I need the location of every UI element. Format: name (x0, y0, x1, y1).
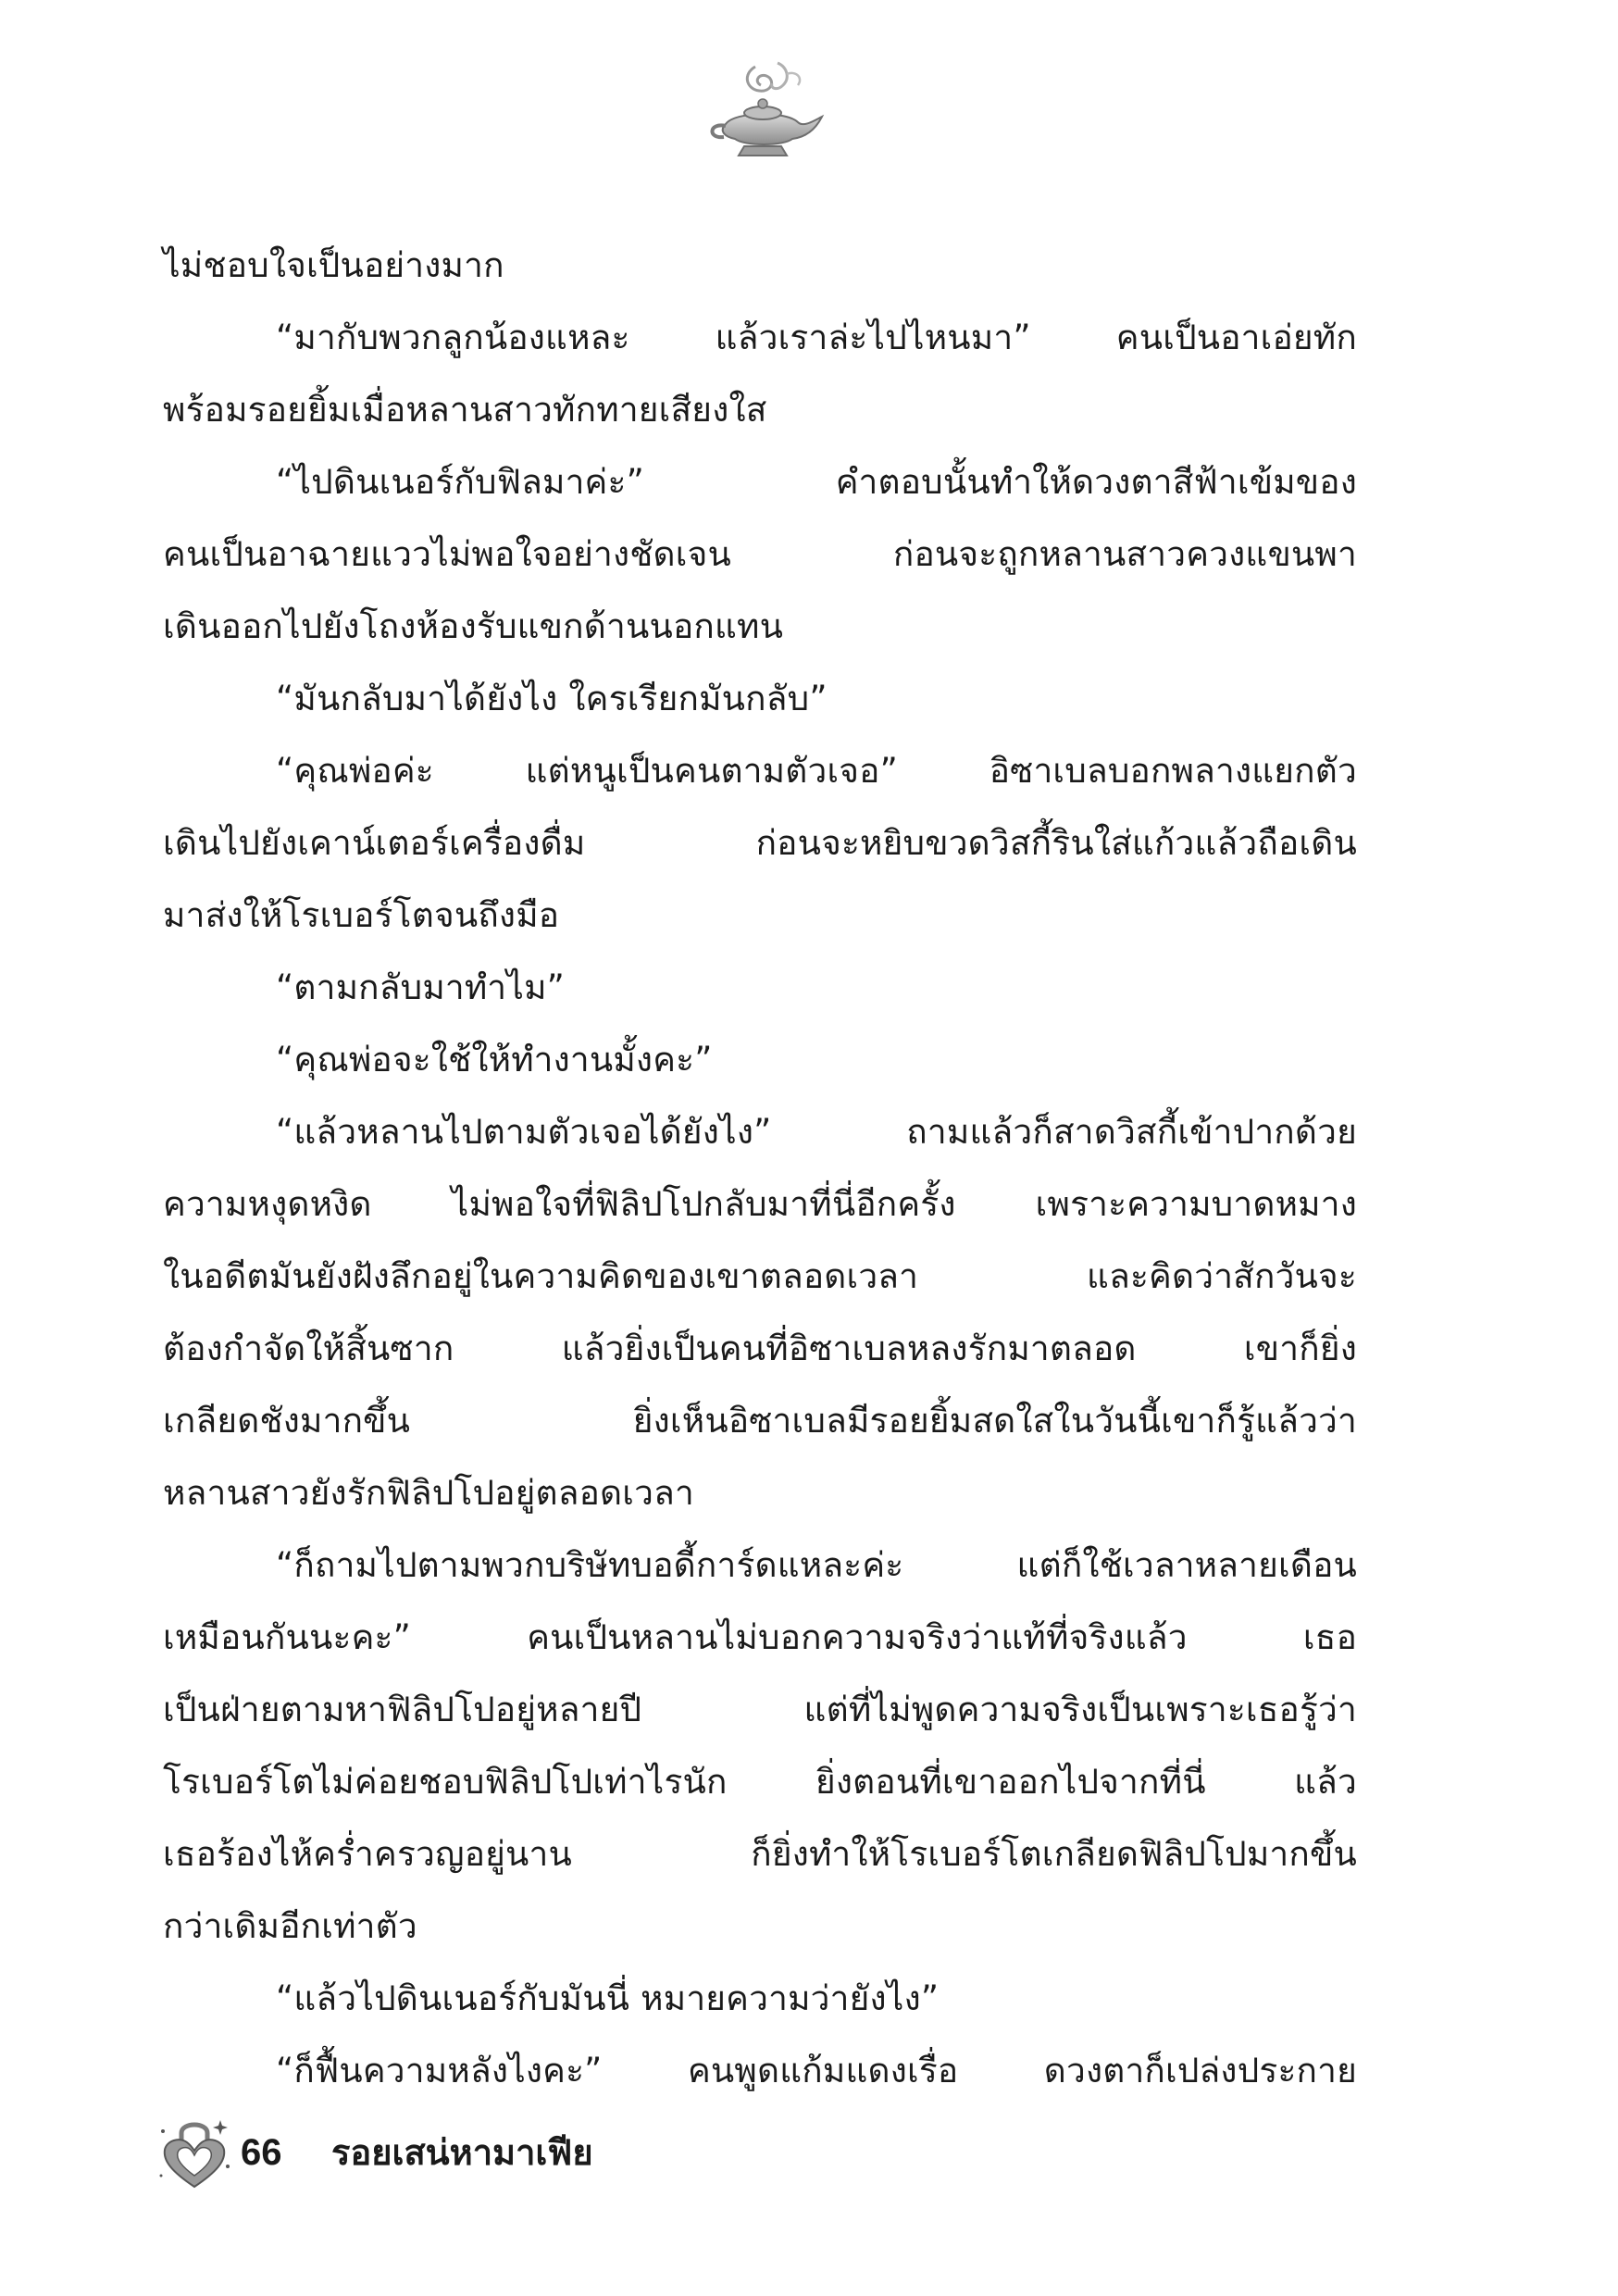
text-line: “คุณพ่อค่ะ แต่หนูเป็นคนตามตัวเจอ” อิซาเบลบอกพลางแยกตัว (276, 751, 1357, 791)
text-line: “ไปดินเนอร์กับฟิลมาค่ะ” คำตอบนั้นทำให้ดวงตาสีฟ้าเข้มของ (276, 462, 1357, 502)
text-line: คนเป็นอาฉายแววไม่พอใจอย่างชัดเจน ก่อนจะถูกหลานสาวควงแขนพา (163, 534, 1357, 574)
text-line: เดินไปยังเคาน์เตอร์เครื่องดื่ม ก่อนจะหยิบขวดวิสกี้รินใส่แก้วแล้วถือเดิน (163, 823, 1357, 863)
text-line: เหมือนกันนะคะ” คนเป็นหลานไม่บอกความจริงว่าแท้ที่จริงแล้ว เธอ (163, 1617, 1357, 1657)
text-line: ไม่ชอบใจเป็นอย่างมาก (163, 245, 504, 285)
text-line: “ก็ฟื้นความหลังไงคะ” คนพูดแก้มแดงเรื่อ ดวงตาก็เปล่งประกาย (276, 2051, 1357, 2090)
text-line: “ก็ถามไปตามพวกบริษัทบอดี้การ์ดแหละค่ะ แต่ก็ใช้เวลาหลายเดือน (276, 1545, 1357, 1585)
text-line: ความหงุดหงิด ไม่พอใจที่ฟิลิปโปกลับมาที่นี่อีกครั้ง เพราะความบาดหมาง (163, 1184, 1357, 1224)
book-title: รอยเสน่หามาเฟีย (331, 2132, 593, 2173)
body-text (163, 230, 1357, 2107)
text-line: โรเบอร์โตไม่ค่อยชอบฟิลิปโปเท่าไรนัก ยิ่งตอนที่เขาออกไปจากที่นี่ แล้ว (163, 1762, 1357, 1802)
heart-padlock-icon (156, 2111, 233, 2194)
page-number: 66 (241, 2132, 282, 2173)
text-line: “ตามกลับมาทำไม” (276, 967, 566, 1007)
text-line: มาส่งให้โรเบอร์โตจนถึงมือ (163, 895, 560, 935)
text-line: พร้อมรอยยิ้มเมื่อหลานสาวทักทายเสียงใส (163, 390, 767, 430)
text-line: กว่าเดิมอีกเท่าตัว (163, 1906, 417, 1946)
text-line: ต้องกำจัดให้สิ้นซาก แล้วยิ่งเป็นคนที่อิซาเบลหลงรักมาตลอด เขาก็ยิ่ง (163, 1329, 1357, 1368)
text-line: เกลียดชังมากขึ้น ยิ่งเห็นอิซาเบลมีรอยยิ้มสดใสในวันนี้เขาก็รู้แล้วว่า (163, 1401, 1357, 1441)
text-line: “มันกลับมาได้ยังไง ใครเรียกมันกลับ” (276, 679, 828, 718)
text-line: “แล้วหลานไปตามตัวเจอได้ยังไง” ถามแล้วก็สาดวิสกี้เข้าปากด้วย (276, 1112, 1357, 1152)
text-line: หลานสาวยังรักฟิลิปโปอยู่ตลอดเวลา (163, 1473, 694, 1513)
text-line: เป็นฝ่ายตามหาฟิลิปโปอยู่หลายปี แต่ที่ไม่พูดความจริงเป็นเพราะเธอรู้ว่า (163, 1690, 1357, 1729)
page-footer (156, 2111, 896, 2194)
genie-lamp-ornament-icon (698, 57, 828, 167)
text-line: ในอดีตมันยังฝังลึกอยู่ในความคิดของเขาตลอดเวลา และคิดว่าสักวันจะ (163, 1256, 1357, 1296)
text-line: “แล้วไปดินเนอร์กับมันนี่ หมายความว่ายังไง” (276, 1978, 940, 2018)
text-line: “มากับพวกลูกน้องแหละ แล้วเราล่ะไปไหนมา” คนเป็นอาเอ่ยทัก (276, 318, 1357, 357)
text-line: เดินออกไปยังโถงห้องรับแขกด้านนอกแทน (163, 606, 784, 646)
text-line: เธอร้องไห้คร่ำครวญอยู่นาน ก็ยิ่งทำให้โรเบอร์โตเกลียดฟิลิปโปมากขึ้น (163, 1834, 1357, 1874)
text-line: “คุณพ่อจะใช้ให้ทำงานมั้งคะ” (276, 1040, 713, 1079)
